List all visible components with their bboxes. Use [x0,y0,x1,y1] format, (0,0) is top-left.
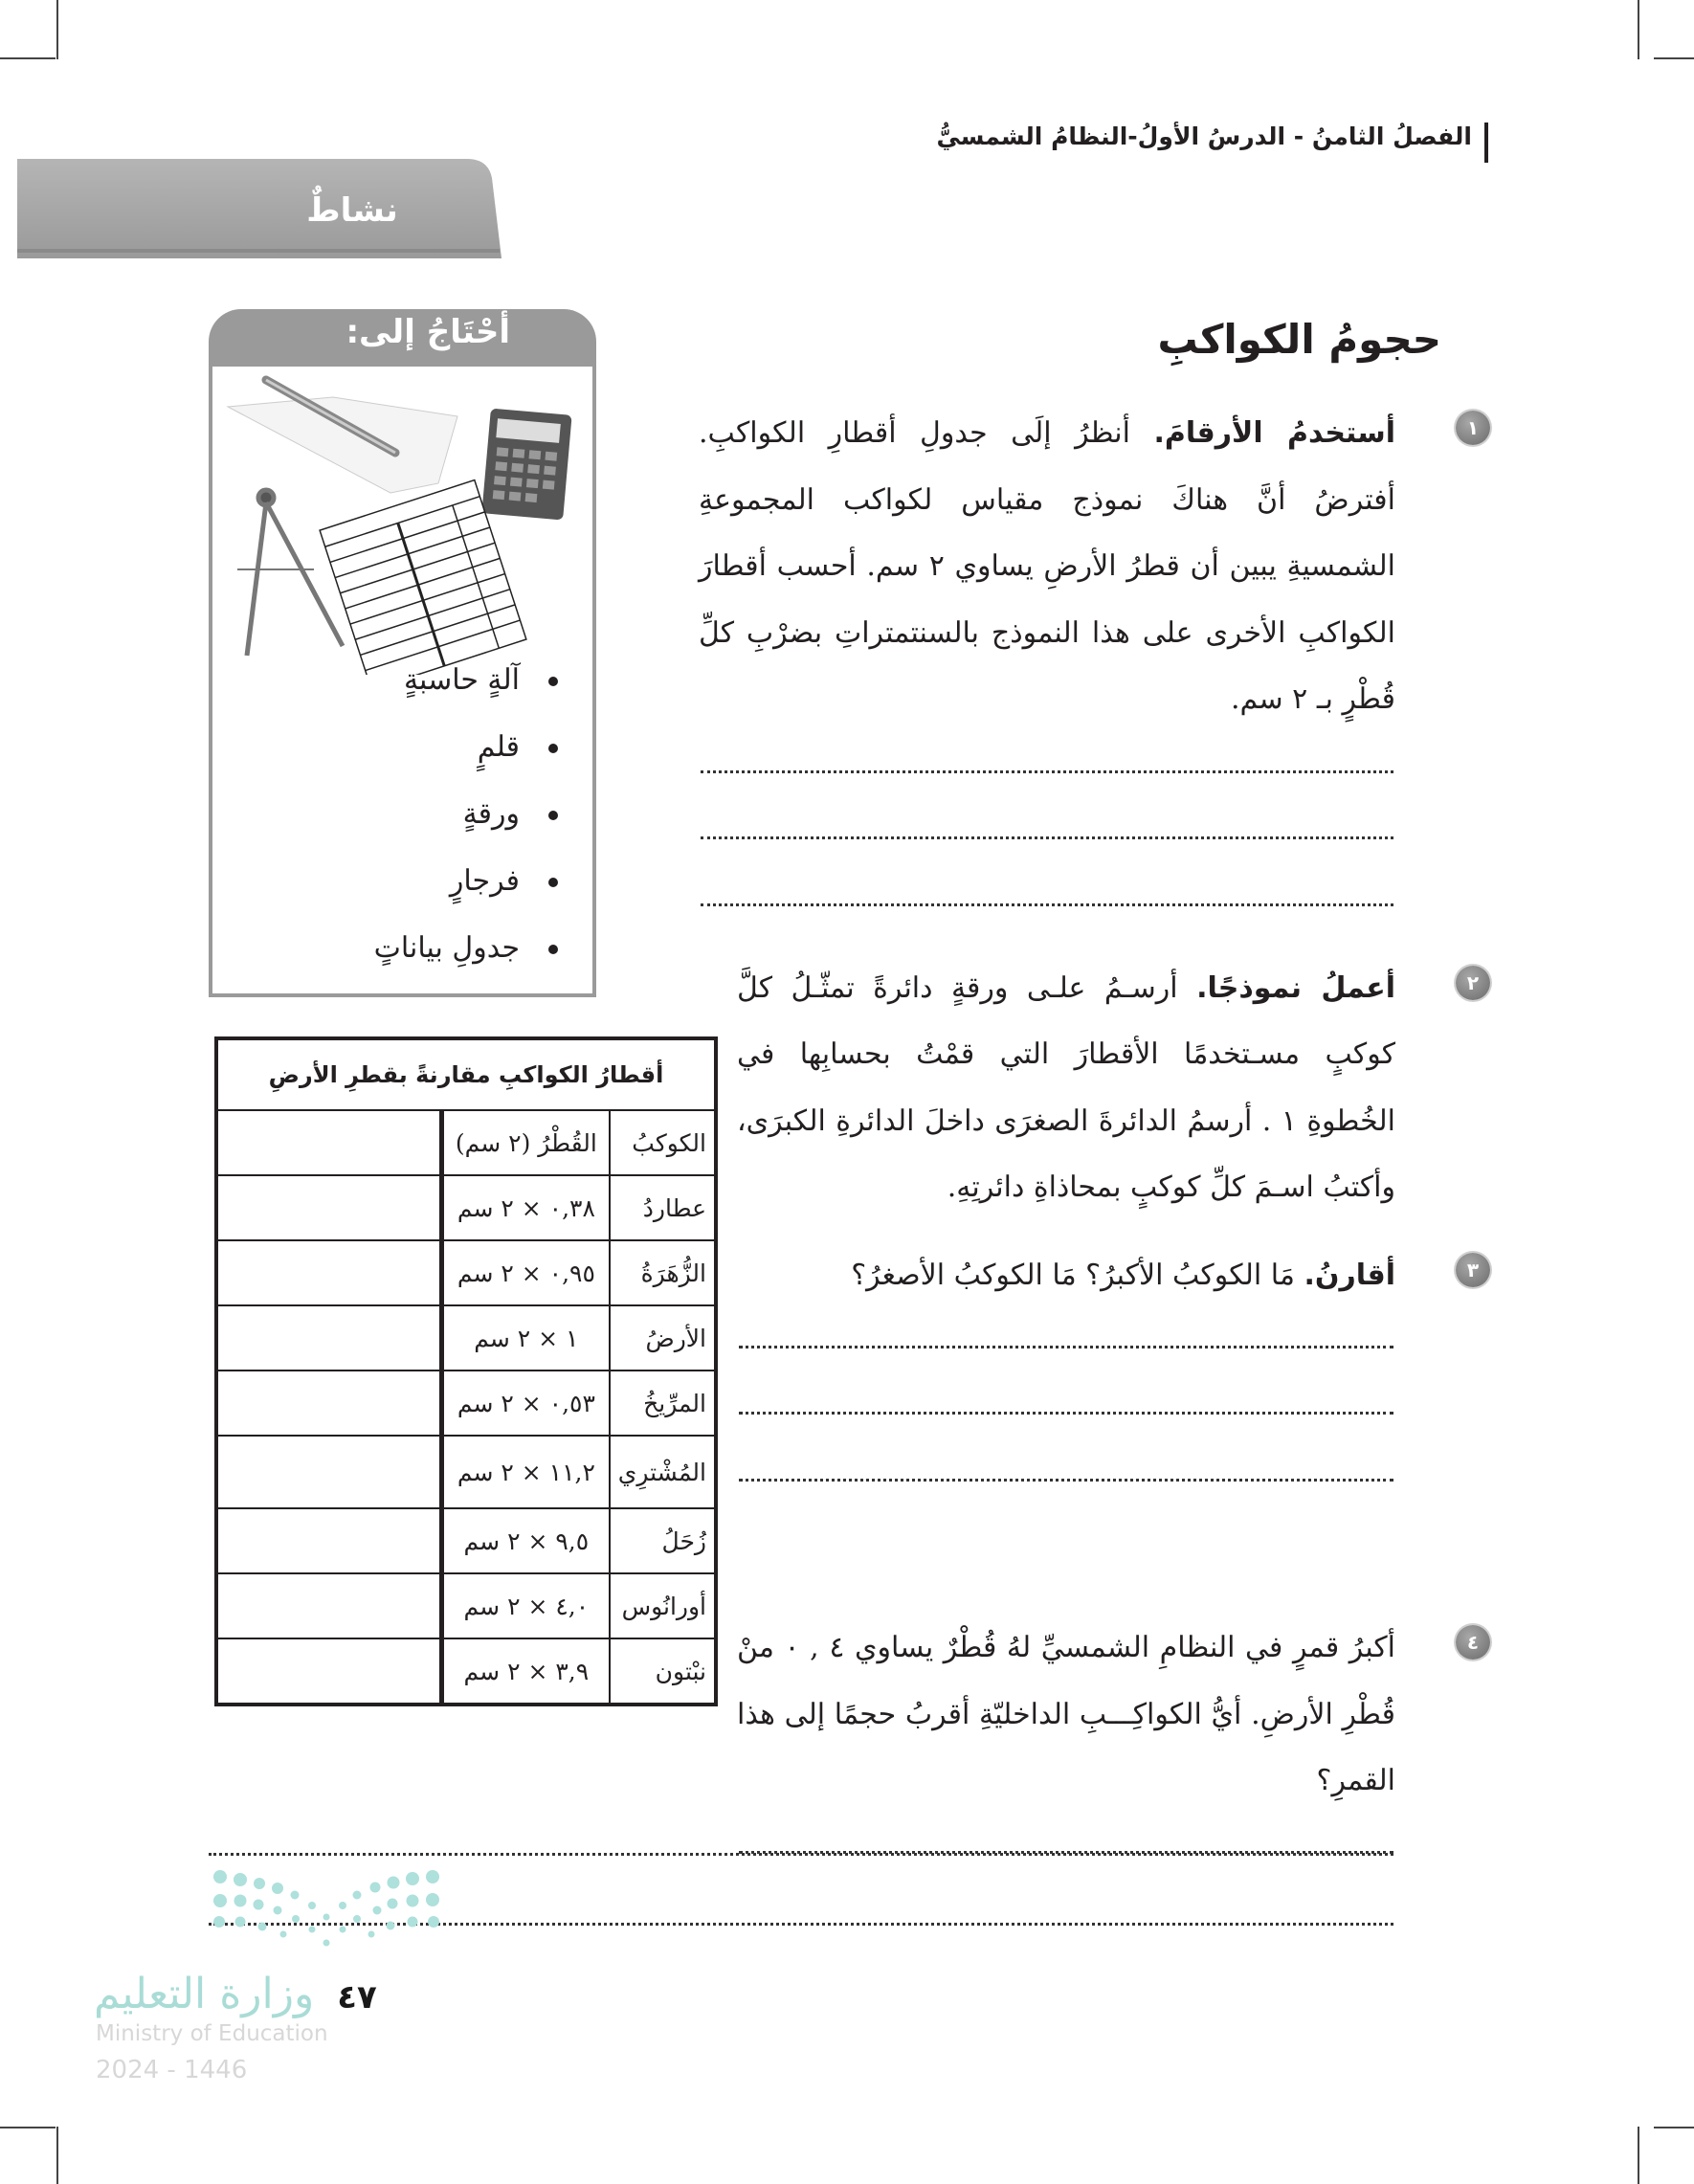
table-row [216,1371,716,1436]
page-number: ٤٧ [337,1978,377,2017]
materials-item [450,864,558,898]
answer-cell[interactable] [216,1240,441,1305]
materials-title: أحْتَاجُ إلى: [345,313,510,351]
planet-name: المُشْترِي [610,1436,716,1508]
planet-diameter: ٩,٥ × ٢ سم [441,1508,609,1573]
materials-item-label: جدولِ بياناتٍ [373,931,520,965]
planet-diameter: ١ × ٢ سم [441,1305,609,1371]
answer-line[interactable] [739,1412,1393,1415]
materials-illustration [218,368,587,675]
step-number: ١ [1456,411,1490,445]
materials-item-label: ورقةٍ [462,797,520,831]
table-row [216,1638,716,1705]
ministry-logo-arabic: وزارة التعليم [94,1970,315,2018]
planet-name: عطاردُ [610,1175,716,1240]
step-number: ٣ [1456,1253,1490,1287]
bullet-icon [548,878,558,887]
crop-mark [1654,57,1694,59]
step-lead: أقارنُ. [1304,1258,1395,1292]
answer-line[interactable] [739,1479,1393,1482]
planet-name: زُحَلُ [610,1508,716,1573]
bullet-icon [548,811,558,820]
planet-name: الأرضُ [610,1305,716,1371]
answer-cell[interactable] [216,1305,441,1371]
page-title: حجومُ الكواكبِ [1157,316,1441,363]
step-number: ٤ [1456,1625,1490,1660]
planet-name: أورانُوس [610,1573,716,1638]
bullet-icon [548,945,558,954]
materials-item [463,797,558,831]
crop-mark [1638,0,1639,59]
answer-line[interactable] [701,903,1393,906]
crop-mark [1654,2127,1694,2128]
ministry-logo-english: Ministry of Education [96,2021,328,2046]
step-1-text [699,400,1395,733]
table-row [216,1175,716,1240]
table-header-row [216,1110,716,1175]
answer-cell[interactable] [216,1371,441,1436]
answer-cell[interactable] [216,1175,441,1240]
planet-name: الزُّهَرَةُ [610,1240,716,1305]
step-body: أرسـمُ علـى ورقةٍ دائرةً تمثّـلُ كلَّ كوكبٍ مسـتخدمًا الأقطارَ التي قمْتُ بحسابِها في الخُطوةِ ١ . أرسمُ الدائرةَ الصغرَى داخلَ الدائرةِ الكبرَى، وأكتبُ اسـمَ كلِّ كوكبٍ بمحاذاةِ دائرتِهِ. [737,970,1396,1204]
step-3-text [737,1242,1395,1309]
answer-cell[interactable] [216,1436,441,1508]
steps-column [699,400,1490,1854]
answer-cell[interactable] [216,1508,441,1573]
step-lead: أعملُ نموذجًا. [1196,970,1395,1005]
step-4 [737,1615,1490,1815]
step-body: أكبرُ قمرٍ في النظامِ الشمسيِّ لهُ قُطْرٌ يساوي ٤ , ٠ منْ قُطْرِ الأرضِ. أيُّ الكواكِـــبِ الداخليّةِ أقربُ حجمًا إلى هذا القمرِ؟ [737,1631,1396,1797]
answer-cell[interactable] [216,1573,441,1638]
calculator-icon [481,409,571,521]
crop-mark [1638,2127,1639,2184]
step-2 [737,955,1490,1221]
header-divider [1484,123,1488,163]
table-row [216,1573,716,1638]
column-header: القُطْرُ (٢ سم) [441,1110,609,1175]
table-title: أقطارُ الكواكبِ مقارنةً بقطرِ الأرضِ [216,1038,716,1110]
answer-line[interactable] [701,770,1393,773]
answer-line[interactable] [701,836,1393,839]
step-body: أنظرُ إلَى جدولِ أقطارِ الكواكبِ. أفترضُ أنَّ هناكَ نموذج مقياس لكواكب المجموعةِ الشمسيةِ يبين أن قطرُ الأرضِ يساوي ٢ سم. أحسب أقطارَ الكواكبِ الأخرى على هذا النموذج بالسنتمتراتِ بضرْبِ كلِّ قُطْرٍ بـ ٢ سم. [699,416,1395,716]
table-row [216,1305,716,1371]
table-row [216,1436,716,1508]
activity-label: نشاطٌ [306,191,398,230]
materials-box [209,309,596,997]
edition-year: 2024 - 1446 [96,2056,248,2084]
compass-icon [237,490,343,656]
planet-name: نبْتون [610,1638,716,1705]
materials-item-label: آلةٍ حاسبةٍ [403,663,520,697]
planet-diameter: ٠,٣٨ × ٢ سم [441,1175,609,1240]
answer-line[interactable] [739,1346,1393,1348]
crop-mark [56,2127,58,2184]
materials-item [478,730,558,764]
footer-row [94,1970,377,2018]
answer-cell[interactable] [216,1638,441,1705]
answer-line[interactable] [209,1853,1393,1856]
materials-item [374,931,558,965]
table-row [216,1508,716,1573]
materials-item [404,663,558,697]
column-header: الكوكبُ [610,1110,716,1175]
bullet-icon [548,677,558,686]
planet-diameter: ١١,٢ × ٢ سم [441,1436,609,1508]
materials-item-label: قلمٍ [477,730,520,764]
planet-diameter: ٠,٥٣ × ٢ سم [441,1371,609,1436]
planet-diameter: ٣,٩ × ٢ سم [441,1638,609,1705]
step-body: مَا الكوكبُ الأكبرُ؟ مَا الكوكبُ الأصغرُ؟ [851,1258,1304,1292]
ministry-logo-dots [209,1866,448,1948]
planet-diameter: ٤,٠ × ٢ سم [441,1573,609,1638]
step-4-text [737,1615,1395,1815]
step-1 [699,400,1490,733]
materials-item-label: فرجارٍ [449,864,520,898]
step-3 [737,1242,1490,1309]
planet-diameters-table [214,1036,718,1706]
answer-cell[interactable] [216,1110,441,1175]
crop-mark [0,57,56,59]
breadcrumb: الفصلُ الثامنُ - الدرسُ الأولُ-النظامُ الشمسيُّ [936,123,1472,150]
planet-name: المرِّيخُ [610,1371,716,1436]
bullet-icon [548,744,558,753]
table-row [216,1240,716,1305]
crop-mark [56,0,58,59]
step-lead: أستخدمُ الأرقامَ. [1153,416,1395,450]
step-number: ٢ [1456,966,1490,1000]
step-2-text [737,955,1395,1221]
crop-mark [0,2127,56,2128]
planet-diameter: ٠,٩٥ × ٢ سم [441,1240,609,1305]
